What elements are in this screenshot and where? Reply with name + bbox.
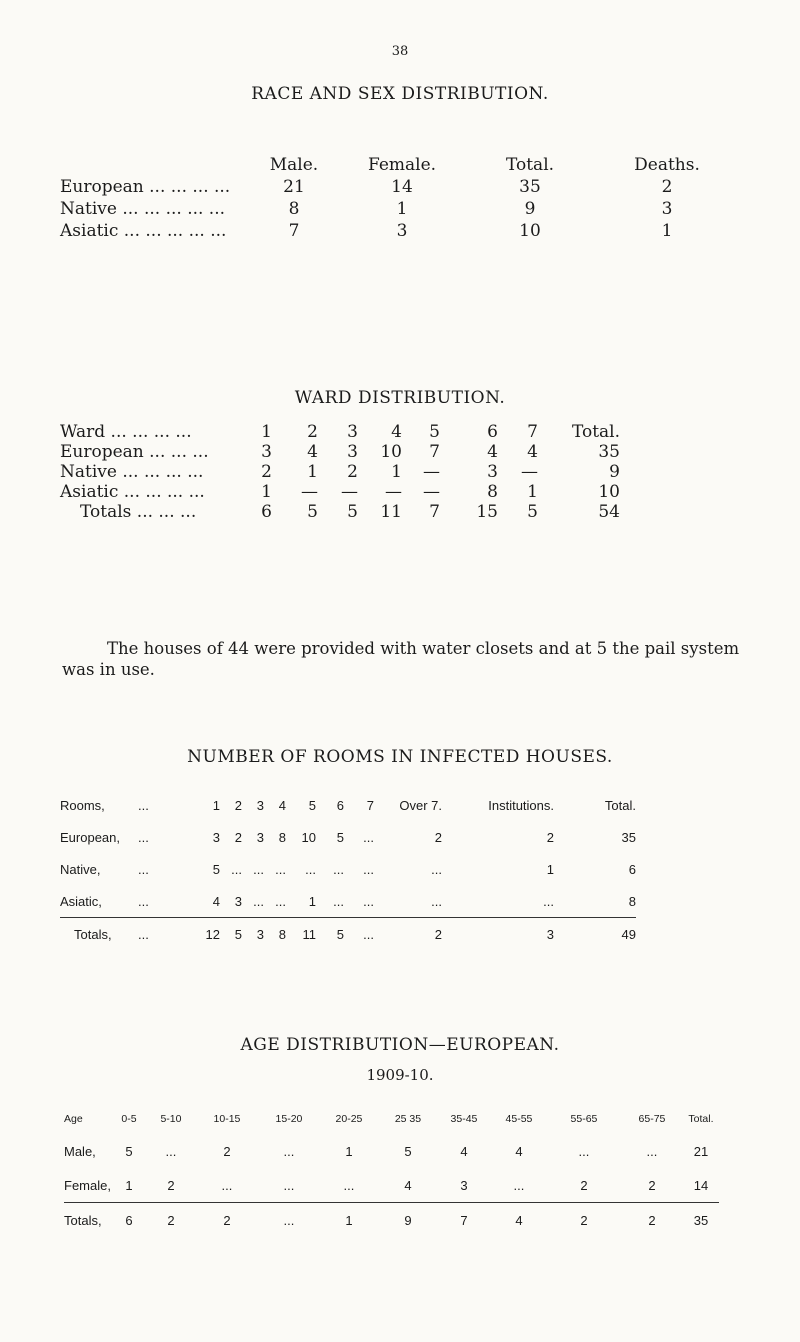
header-cell: 10-15 bbox=[213, 1113, 241, 1125]
cell: ... bbox=[283, 1212, 295, 1228]
cell: 7 bbox=[288, 221, 300, 241]
cell: ... bbox=[253, 893, 264, 909]
cell: 4 bbox=[212, 893, 220, 909]
cell: ... bbox=[363, 893, 374, 909]
header-cell: 20-25 bbox=[335, 1113, 363, 1125]
cell: 3 bbox=[212, 829, 220, 845]
header-cell: 45-55 bbox=[505, 1113, 533, 1125]
cell: — bbox=[341, 482, 358, 502]
cell: ... bbox=[363, 926, 374, 942]
age-subtitle: 1909-10. bbox=[366, 1066, 434, 1084]
cell: 2 bbox=[223, 1143, 231, 1159]
race-sex-table bbox=[60, 154, 740, 242]
cell: 10 bbox=[380, 442, 402, 462]
header-cell: 0-5 bbox=[121, 1113, 137, 1125]
row-label: Asiatic ... ... ... ... bbox=[60, 482, 205, 502]
cell: ... bbox=[305, 861, 316, 877]
cell: 2 bbox=[234, 797, 242, 813]
row-label: Totals ... ... ... bbox=[80, 502, 197, 522]
cell: 4 bbox=[278, 797, 286, 813]
cell: Over 7. bbox=[399, 797, 442, 813]
cell: 5 bbox=[336, 926, 344, 942]
cell: 3 bbox=[460, 1177, 468, 1193]
cell: 5 bbox=[212, 861, 220, 877]
header-cell: 55-65 bbox=[570, 1113, 598, 1125]
cell: — bbox=[423, 482, 440, 502]
row-label: Male, bbox=[64, 1143, 96, 1159]
cell: Total. bbox=[571, 422, 620, 442]
cell: 10 bbox=[598, 482, 620, 502]
row-label: Ward ... ... ... ... bbox=[60, 422, 192, 442]
cell: 35 bbox=[693, 1212, 709, 1228]
cell: 6 bbox=[125, 1212, 133, 1228]
rooms-table bbox=[60, 789, 636, 950]
cell: 5 bbox=[429, 422, 440, 442]
cell: 35 bbox=[621, 829, 636, 845]
cell: 7 bbox=[460, 1212, 468, 1228]
cell: 4 bbox=[515, 1143, 523, 1159]
age-title: AGE DISTRIBUTION—EUROPEAN. bbox=[240, 1035, 560, 1055]
row-label: Asiatic ... ... ... ... ... bbox=[60, 221, 227, 241]
rooms-header-row bbox=[60, 789, 636, 821]
cell: ... bbox=[431, 861, 442, 877]
cell: 5 bbox=[307, 502, 318, 522]
header-total: Total. bbox=[505, 155, 555, 175]
sanitation-note: The houses of 44 were provided with water closets and at 5 the pail system was in use. bbox=[62, 639, 740, 679]
cell: 2 bbox=[580, 1212, 588, 1228]
totals-row bbox=[60, 918, 636, 951]
cell: ... bbox=[343, 1177, 355, 1193]
cell: — bbox=[385, 482, 402, 502]
cell: 2 bbox=[261, 462, 272, 482]
table-row bbox=[64, 1134, 719, 1168]
leader: ... bbox=[138, 926, 149, 942]
cell: 1 bbox=[212, 797, 220, 813]
cell: 5 bbox=[234, 926, 242, 942]
cell: 5 bbox=[404, 1143, 412, 1159]
header-male: Male. bbox=[269, 155, 319, 175]
cell: ... bbox=[275, 861, 286, 877]
cell: ... bbox=[363, 861, 374, 877]
cell: 15 bbox=[476, 502, 498, 522]
cell: 2 bbox=[434, 926, 442, 942]
race-sex-title: RACE AND SEX DISTRIBUTION. bbox=[251, 84, 549, 104]
cell: 4 bbox=[487, 442, 498, 462]
cell: 4 bbox=[404, 1177, 412, 1193]
cell: 7 bbox=[527, 422, 538, 442]
row-label: Totals, bbox=[74, 926, 112, 942]
cell: 2 bbox=[307, 422, 318, 442]
cell: 7 bbox=[429, 502, 440, 522]
cell: 11 bbox=[380, 502, 402, 522]
cell: 49 bbox=[621, 926, 636, 942]
cell: 3 bbox=[396, 221, 408, 241]
cell: ... bbox=[253, 861, 264, 877]
cell: 11 bbox=[302, 926, 316, 942]
cell: 3 bbox=[661, 199, 673, 219]
cell: 8 bbox=[487, 482, 498, 502]
header-cell: 25 35 bbox=[394, 1113, 422, 1125]
cell: ... bbox=[333, 861, 344, 877]
cell: 21 bbox=[283, 177, 305, 197]
table-row bbox=[64, 1168, 719, 1203]
cell: ... bbox=[513, 1177, 525, 1193]
cell: 1 bbox=[307, 462, 318, 482]
cell: 1 bbox=[261, 422, 272, 442]
cell: 2 bbox=[546, 829, 554, 845]
cell: 1 bbox=[391, 462, 402, 482]
row-label: Rooms, bbox=[60, 797, 105, 813]
table-row bbox=[60, 462, 620, 482]
cell: 9 bbox=[404, 1212, 412, 1228]
leader: ... bbox=[138, 797, 149, 813]
cell: 6 bbox=[487, 422, 498, 442]
cell: 1 bbox=[527, 482, 538, 502]
header-cell: 65-75 bbox=[638, 1113, 666, 1125]
leader: ... bbox=[138, 829, 149, 845]
table-row bbox=[60, 422, 620, 442]
header-cell: 15-20 bbox=[275, 1113, 303, 1125]
cell: 10 bbox=[301, 829, 316, 845]
cell: Total. bbox=[604, 797, 636, 813]
table-row bbox=[60, 853, 636, 885]
cell: 5 bbox=[336, 829, 344, 845]
table-row bbox=[60, 198, 740, 220]
cell: ... bbox=[231, 861, 242, 877]
rooms-title: NUMBER OF ROOMS IN INFECTED HOUSES. bbox=[187, 747, 613, 767]
cell: 2 bbox=[223, 1212, 231, 1228]
table-row bbox=[60, 482, 620, 502]
cell: 35 bbox=[598, 442, 620, 462]
cell: 1 bbox=[345, 1212, 353, 1228]
cell: 2 bbox=[167, 1177, 175, 1193]
row-label: Asiatic, bbox=[60, 893, 102, 909]
row-label: Female, bbox=[64, 1177, 111, 1193]
cell: 4 bbox=[391, 422, 402, 442]
cell: 3 bbox=[234, 893, 242, 909]
cell: 21 bbox=[693, 1143, 709, 1159]
row-label: European ... ... ... bbox=[60, 442, 209, 462]
cell: ... bbox=[283, 1143, 295, 1159]
table-row bbox=[60, 821, 636, 853]
row-label: European, bbox=[60, 829, 120, 845]
cell: 8 bbox=[628, 893, 636, 909]
cell: 6 bbox=[261, 502, 272, 522]
cell: 4 bbox=[307, 442, 318, 462]
cell: ... bbox=[275, 893, 286, 909]
table-row bbox=[60, 442, 620, 462]
cell: 8 bbox=[278, 829, 286, 845]
cell: 4 bbox=[515, 1212, 523, 1228]
ward-title: WARD DISTRIBUTION. bbox=[294, 388, 506, 408]
header-cell: Age bbox=[64, 1113, 83, 1125]
cell: 2 bbox=[234, 829, 242, 845]
cell: 4 bbox=[460, 1143, 468, 1159]
cell: 1 bbox=[661, 221, 673, 241]
cell: 8 bbox=[278, 926, 286, 942]
cell: ... bbox=[363, 829, 374, 845]
cell: 3 bbox=[546, 926, 554, 942]
header-cell: Total. bbox=[688, 1113, 714, 1125]
cell: 1 bbox=[396, 199, 408, 219]
leader: ... bbox=[138, 893, 149, 909]
cell: ... bbox=[431, 893, 442, 909]
cell: ... bbox=[646, 1143, 658, 1159]
cell: 3 bbox=[256, 797, 264, 813]
cell: ... bbox=[333, 893, 344, 909]
cell: 2 bbox=[347, 462, 358, 482]
header-female: Female. bbox=[367, 155, 437, 175]
cell: 3 bbox=[487, 462, 498, 482]
cell: 7 bbox=[366, 797, 374, 813]
cell: ... bbox=[221, 1177, 233, 1193]
cell: 9 bbox=[609, 462, 620, 482]
cell: 6 bbox=[628, 861, 636, 877]
cell: 1 bbox=[308, 893, 316, 909]
header-cell: 5-10 bbox=[160, 1113, 182, 1125]
cell: — bbox=[521, 462, 538, 482]
cell: 5 bbox=[308, 797, 316, 813]
cell: 5 bbox=[347, 502, 358, 522]
cell: Institutions. bbox=[488, 797, 554, 813]
cell: — bbox=[423, 462, 440, 482]
cell: 1 bbox=[125, 1177, 133, 1193]
cell: 2 bbox=[580, 1177, 588, 1193]
cell: 5 bbox=[527, 502, 538, 522]
cell: 7 bbox=[429, 442, 440, 462]
cell: 2 bbox=[648, 1212, 656, 1228]
totals-row bbox=[64, 1203, 719, 1238]
cell: 3 bbox=[347, 442, 358, 462]
cell: ... bbox=[578, 1143, 590, 1159]
row-label: Native ... ... ... ... ... bbox=[60, 199, 226, 219]
cell: 1 bbox=[261, 482, 272, 502]
row-label: Totals, bbox=[64, 1212, 102, 1228]
cell: 6 bbox=[336, 797, 344, 813]
row-label: Native, bbox=[60, 861, 101, 877]
cell: ... bbox=[543, 893, 554, 909]
cell: — bbox=[301, 482, 318, 502]
cell: 4 bbox=[527, 442, 538, 462]
cell: 3 bbox=[256, 829, 264, 845]
age-table bbox=[64, 1104, 719, 1237]
table-row bbox=[60, 220, 740, 242]
cell: 2 bbox=[661, 177, 673, 197]
cell: 54 bbox=[598, 502, 620, 522]
cell: 8 bbox=[288, 199, 300, 219]
table-row bbox=[60, 176, 740, 198]
cell: 12 bbox=[205, 926, 220, 942]
header-cell: 35-45 bbox=[450, 1113, 478, 1125]
cell: 5 bbox=[125, 1143, 133, 1159]
header-deaths: Deaths. bbox=[634, 155, 700, 175]
race-sex-header-row bbox=[60, 154, 740, 176]
ward-table bbox=[60, 422, 620, 522]
row-label: Native ... ... ... ... bbox=[60, 462, 204, 482]
row-label: European ... ... ... ... bbox=[60, 177, 231, 197]
cell: 9 bbox=[524, 199, 536, 219]
cell: 3 bbox=[261, 442, 272, 462]
table-row bbox=[60, 885, 636, 918]
totals-row bbox=[60, 502, 620, 522]
cell: 10 bbox=[519, 221, 541, 241]
cell: ... bbox=[283, 1177, 295, 1193]
cell: 2 bbox=[648, 1177, 656, 1193]
cell: 2 bbox=[434, 829, 442, 845]
cell: 3 bbox=[347, 422, 358, 442]
cell: 14 bbox=[693, 1177, 709, 1193]
leader: ... bbox=[138, 861, 149, 877]
cell: 14 bbox=[391, 177, 413, 197]
cell: ... bbox=[165, 1143, 177, 1159]
cell: 1 bbox=[345, 1143, 353, 1159]
page-number: 38 bbox=[391, 44, 409, 59]
cell: 2 bbox=[167, 1212, 175, 1228]
cell: 1 bbox=[546, 861, 554, 877]
cell: 3 bbox=[256, 926, 264, 942]
age-header-row bbox=[64, 1104, 719, 1134]
cell: 35 bbox=[519, 177, 541, 197]
